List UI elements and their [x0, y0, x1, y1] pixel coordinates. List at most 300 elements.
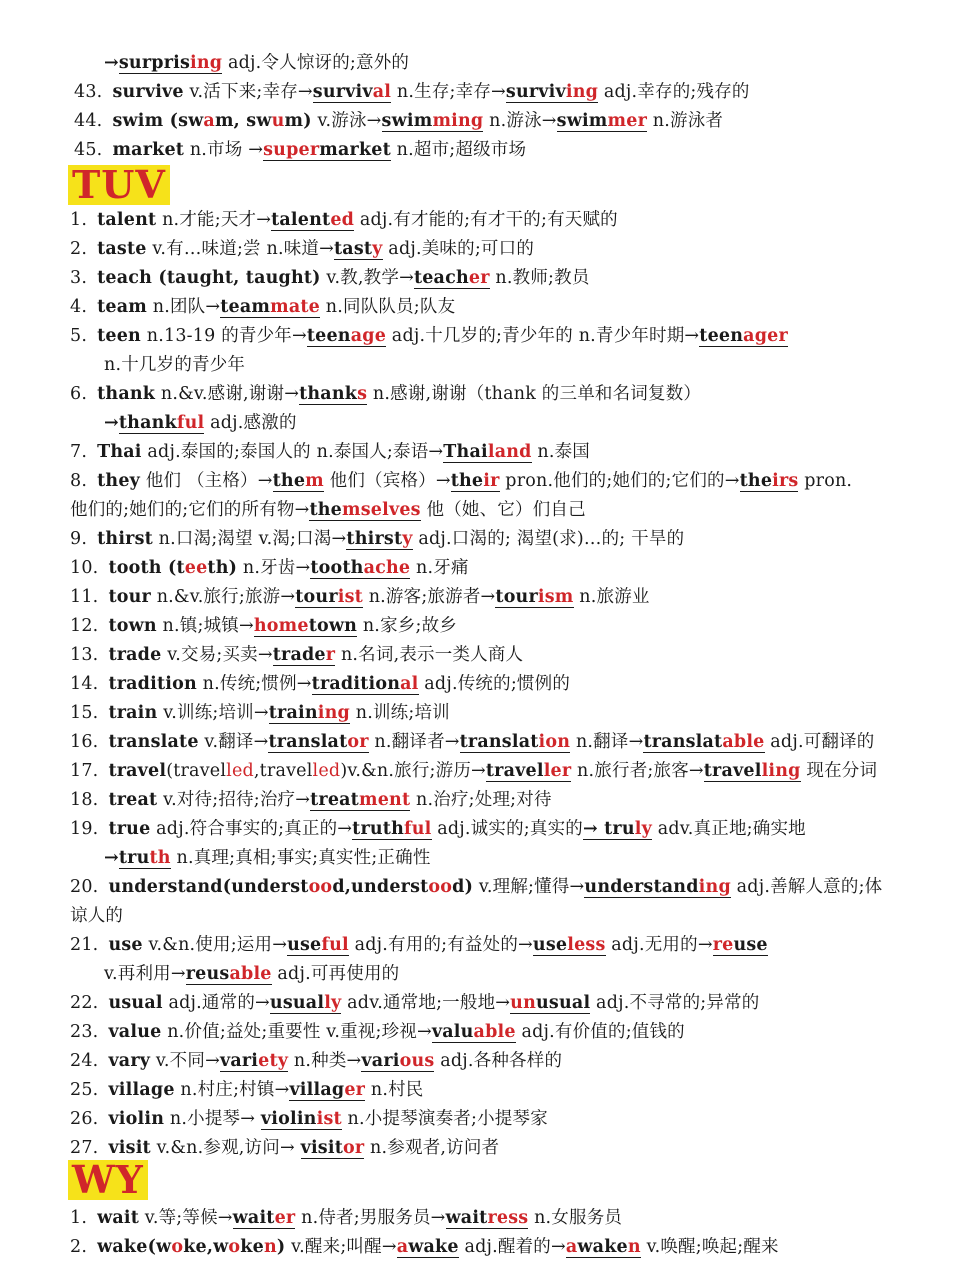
word-stem: surpris: [118, 53, 191, 73]
highlighted-suffix: or: [347, 732, 369, 752]
vocab-line: [70, 731, 875, 753]
entry-number: 44.: [74, 111, 103, 131]
derived-word: [382, 112, 484, 132]
derived-word: [446, 1209, 529, 1229]
definition-text: v.教,教学→: [320, 268, 414, 288]
definition-text: n.小提琴演奏者;小提琴家: [341, 1109, 548, 1129]
highlighted-suffix: er: [468, 268, 490, 288]
vocab-line: [104, 412, 297, 434]
headword: ee: [184, 558, 208, 578]
definition-text: )v.&n.旅行;游历→: [340, 761, 486, 781]
headword: taste: [97, 239, 147, 259]
definition-text: n.同队队员;队友: [320, 297, 456, 317]
entry-number: 3.: [70, 268, 88, 288]
vocab-line: [70, 1137, 499, 1159]
highlighted-suffix: mate: [270, 297, 320, 317]
vocab-line: [70, 1079, 424, 1101]
highlighted-suffix: y: [372, 239, 383, 259]
vocab-line: [70, 702, 450, 724]
definition-text: n.旅行者;旅客→: [571, 761, 704, 781]
headword: trade: [108, 645, 162, 665]
definition-text: v.等;等候→: [139, 1208, 233, 1228]
word-stem: travel: [485, 761, 544, 781]
word-stem: train: [268, 703, 318, 723]
headword: m, sw: [214, 111, 272, 131]
word-stem: market: [319, 140, 391, 160]
word-stem: wait: [445, 1208, 488, 1228]
definition-text: v.有…味道;尝 n.味道→: [146, 239, 334, 259]
word-stem: teen: [306, 326, 351, 346]
vocab-line: [70, 818, 806, 840]
derived-word: [313, 83, 391, 103]
definition-text: n.翻译者→: [368, 732, 460, 752]
vocab-line: [70, 267, 590, 289]
definition-text: n.参观者,访问者: [364, 1138, 500, 1158]
word-stem: thank: [118, 413, 177, 433]
headword: survive: [112, 82, 184, 102]
word-stem: translat: [643, 732, 723, 752]
headword: m): [284, 111, 312, 131]
headword: wake(w: [97, 1237, 172, 1257]
headword: tradition: [108, 674, 197, 694]
derived-word: [414, 269, 490, 289]
definition-text: n.&v.感谢,谢谢→: [155, 384, 300, 404]
definition-text: (travel: [166, 761, 227, 781]
highlighted-suffix: irs: [772, 471, 799, 491]
highlighted-suffix: age: [350, 326, 387, 346]
derived-word: [254, 617, 357, 637]
word-stem: usual: [536, 993, 591, 1013]
entry-number: 11.: [70, 587, 99, 607]
highlighted-suffix: ful: [404, 819, 432, 839]
vocab-line: [70, 528, 684, 550]
derived-word: [307, 327, 386, 347]
headword: (taught, taught): [152, 268, 321, 288]
entry-number: 5.: [70, 326, 88, 346]
definition-text: n.感谢,谢谢（thank 的三单和名词复数）: [367, 384, 702, 404]
headword: value: [108, 1022, 162, 1042]
highlighted-suffix: al: [400, 674, 419, 694]
headword: wait: [97, 1208, 140, 1228]
headword: translate: [108, 732, 199, 752]
word-stem: teach: [413, 268, 469, 288]
definition-text: adj.不寻常的;异常的: [590, 993, 760, 1013]
derived-word: [295, 588, 363, 608]
definition-text: adj.美味的;可口的: [382, 239, 535, 259]
word-stem: surviv: [312, 82, 373, 102]
definition-text: adj.善解人意的;体: [730, 877, 883, 897]
word-stem: use: [733, 935, 768, 955]
word-stem: tast: [334, 239, 373, 259]
definition-text: adj.通常的→: [162, 993, 270, 1013]
definition-text: adj.醒着的→: [458, 1237, 566, 1257]
headword: travel: [108, 761, 167, 781]
highlighted-suffix: a: [565, 1237, 578, 1257]
definition-text: n.翻译→: [570, 732, 644, 752]
definition-text: adj.各种各样的: [434, 1051, 563, 1071]
highlighted-suffix: home: [253, 616, 309, 636]
entry-number: 14.: [70, 674, 99, 694]
headword: o: [171, 1237, 184, 1257]
headword: vary: [108, 1051, 151, 1071]
definition-text: pron.: [798, 471, 853, 491]
definition-text: n.小提琴→: [164, 1109, 261, 1129]
headword: use: [108, 935, 143, 955]
headword: understand(underst: [108, 877, 309, 897]
derived-word: [271, 211, 354, 231]
headword: teach: [97, 268, 153, 288]
highlighted-suffix: ager: [743, 326, 788, 346]
definition-text: adv.真正地;确实地: [652, 819, 806, 839]
entry-number: 27.: [70, 1138, 99, 1158]
highlighted-suffix: ming: [432, 111, 484, 131]
definition-text: n.种类→: [288, 1051, 362, 1071]
vocab-line: [70, 238, 534, 260]
highlighted-suffix: ing: [190, 53, 223, 73]
word-stem: visit: [300, 1138, 343, 1158]
vocab-line: [70, 441, 590, 463]
word-stem: surviv: [505, 82, 566, 102]
headword: a: [203, 111, 215, 131]
word-stem: wake: [408, 1237, 459, 1257]
headword: d): [452, 877, 474, 897]
word-stem: treat: [310, 790, 359, 810]
highlighted-suffix: ful: [321, 935, 349, 955]
vocab-line: [74, 110, 723, 132]
definition-text: ,travel: [253, 761, 313, 781]
word-stem: wait: [232, 1208, 275, 1228]
headword: thank: [97, 384, 156, 404]
definition-text: n.牙齿→: [237, 558, 311, 578]
derived-word: [310, 791, 410, 811]
vocab-line: [70, 1236, 779, 1258]
derived-word: [119, 849, 171, 869]
vocab-line: [74, 81, 750, 103]
highlighted-suffix: ing: [565, 82, 599, 102]
entry-number: 20.: [70, 877, 99, 897]
entry-number: 8.: [70, 471, 88, 491]
headword: they: [97, 471, 141, 491]
definition-text: v.翻译→: [198, 732, 269, 752]
derived-word: [287, 936, 349, 956]
entry-number: 13.: [70, 645, 99, 665]
definition-text: n.传统;惯例→: [196, 674, 312, 694]
derived-word: [643, 733, 764, 753]
highlighted-suffix: ache: [363, 558, 411, 578]
derived-word: [346, 530, 412, 550]
definition-text: 现在分词: [800, 761, 878, 781]
vocab-line: [70, 934, 768, 956]
word-stem: tour: [495, 587, 538, 607]
highlighted-suffix: un: [510, 993, 536, 1013]
vocab-line: [104, 963, 399, 985]
word-stem: the: [309, 500, 343, 520]
entry-number: 21.: [70, 935, 99, 955]
definition-text: v.&n.使用;运用→: [142, 935, 288, 955]
definition-text: n.游泳→: [483, 111, 557, 131]
derived-word: [397, 1238, 459, 1258]
word-stem: swim: [556, 111, 608, 131]
definition-text: n.教师;教员: [489, 268, 590, 288]
definition-text: n.名词,表示一类人商人: [335, 645, 524, 665]
derived-word: [533, 936, 606, 956]
entry-number: 15.: [70, 703, 99, 723]
definition-text: n.游客;旅游者→: [362, 587, 496, 607]
definition-text: n.村民: [365, 1080, 424, 1100]
definition-text: adj.可翻译的: [764, 732, 875, 752]
derived-word: [268, 733, 368, 753]
definition-text: n.牙痛: [410, 558, 469, 578]
word-stem: tour: [295, 587, 338, 607]
definition-text: pron.他们的;她们的;它们的→: [499, 471, 740, 491]
word-stem: tru: [118, 848, 150, 868]
definition-text: v.唤醒;唤起;醒来: [640, 1237, 779, 1257]
section-label-tuv: TUV: [68, 165, 170, 205]
word-stem: swim: [381, 111, 433, 131]
definition-text: n.才能;天才→: [156, 210, 272, 230]
headword: village: [108, 1080, 175, 1100]
headword: team: [97, 297, 147, 317]
word-stem: valu: [431, 1022, 474, 1042]
highlighted-suffix: super: [263, 140, 320, 160]
entry-number: 25.: [70, 1080, 99, 1100]
vocab-line: [104, 52, 409, 74]
derived-word: [557, 112, 647, 132]
definition-text: n.旅游业: [573, 587, 650, 607]
highlighted-suffix: ist: [316, 1109, 342, 1129]
derived-word: [119, 414, 205, 434]
vocab-line: [70, 499, 586, 521]
highlighted-suffix: ress: [487, 1208, 529, 1228]
definition-text: v.不同→: [150, 1051, 220, 1071]
entry-number: 23.: [70, 1022, 99, 1042]
vocab-line: [70, 992, 759, 1014]
derived-word: [310, 559, 410, 579]
headword: oo: [308, 877, 333, 897]
word-stem: vari: [219, 1051, 259, 1071]
vocab-line: [70, 325, 788, 347]
definition-text: n.超市;超级市场: [390, 140, 527, 160]
entry-number: 2.: [70, 1237, 88, 1257]
arrow-icon: →: [104, 413, 119, 433]
definition-text: v.对待;招待;治疗→: [157, 790, 311, 810]
definition-text: adj.有用的;有益处的→: [348, 935, 533, 955]
entry-number: 12.: [70, 616, 99, 636]
derived-word: [220, 298, 320, 318]
entry-number: 17.: [70, 761, 99, 781]
entry-number: 18.: [70, 790, 99, 810]
headword: ke: [240, 1237, 264, 1257]
derived-word: [312, 675, 419, 695]
derived-word: [352, 820, 431, 840]
word-stem: thirst: [346, 529, 403, 549]
derived-word: [460, 733, 571, 753]
highlighted-suffix: s: [357, 384, 368, 404]
definition-text: n.价值;益处;重要性 v.重视;珍视→: [161, 1022, 432, 1042]
headword: th): [207, 558, 238, 578]
headword: ): [276, 1237, 286, 1257]
word-stem: wake: [577, 1237, 628, 1257]
arrow-icon: →: [104, 848, 119, 868]
vocab-line: [70, 296, 455, 318]
definition-text: n.口渴;渴望 v.渴;口渴→: [152, 529, 347, 549]
definition-text: n.训练;培训: [349, 703, 450, 723]
word-stem: talent: [271, 210, 331, 230]
definition-text: adj.泰国的;泰国人的 n.泰国人;泰语→: [141, 442, 444, 462]
word-stem: villag: [289, 1080, 345, 1100]
derived-word: [699, 327, 788, 347]
headword: oo: [428, 877, 453, 897]
highlighted-suffix: y: [402, 529, 413, 549]
derived-word: [273, 646, 335, 666]
definition-text: v.训练;培训→: [157, 703, 269, 723]
derived-word: [443, 443, 531, 463]
definition-text: n.十几岁的青少年: [104, 355, 246, 375]
derived-word: [510, 994, 590, 1014]
vocab-line: [74, 139, 526, 161]
highlighted-suffix: ous: [399, 1051, 435, 1071]
derived-word: [451, 472, 500, 492]
headword: train: [108, 703, 158, 723]
highlighted-suffix: ed: [330, 210, 355, 230]
definition-text: v.醒来;叫醒→: [285, 1237, 397, 1257]
definition-text: adj.传统的;惯例的: [418, 674, 571, 694]
word-stem: truth: [352, 819, 404, 839]
word-stem: use: [532, 935, 568, 955]
definition-text: n.治疗;处理;对待: [410, 790, 552, 810]
definition-text: v.&n.参观,访问→: [150, 1138, 301, 1158]
arrow-icon: →: [104, 53, 119, 73]
highlighted-suffix: less: [567, 935, 606, 955]
highlighted-suffix: able: [722, 732, 765, 752]
entry-number: 43.: [74, 82, 103, 102]
definition-text: 他们 （主格）→: [140, 471, 273, 491]
headword: ke,w: [183, 1237, 229, 1257]
entry-number: 2.: [70, 239, 88, 259]
entry-number: 1.: [70, 210, 88, 230]
highlighted-suffix: ment: [358, 790, 411, 810]
derived-word: [270, 994, 342, 1014]
headword: swim (sw: [112, 111, 204, 131]
word-stem: town: [308, 616, 358, 636]
word-stem: translat: [459, 732, 539, 752]
vocab-line: [70, 470, 852, 492]
derived-word: [506, 83, 598, 103]
highlighted-suffix: ety: [258, 1051, 289, 1071]
highlighted-suffix: er: [274, 1208, 296, 1228]
derived-word: [273, 472, 324, 492]
headword: visit: [108, 1138, 151, 1158]
definition-text: adj.十几岁的;青少年的 n.青少年时期→: [386, 326, 700, 346]
word-stem: the: [272, 471, 306, 491]
definition-text: n.女服务员: [528, 1208, 623, 1228]
headword: tour: [108, 587, 151, 607]
headword: true: [108, 819, 151, 839]
entry-number: 1.: [70, 1208, 88, 1228]
definition-text: adj.无用的→: [605, 935, 713, 955]
word-stem: usual: [269, 993, 325, 1013]
definition-text: n.生存;幸存→: [391, 82, 506, 102]
definition-text: 谅人的: [70, 906, 124, 926]
definition-text: adj.诚实的;真实的: [431, 819, 583, 839]
entry-number: 6.: [70, 384, 88, 404]
definition-text: n.游泳者: [647, 111, 724, 131]
derived-word: [495, 588, 573, 608]
headword: n: [263, 1237, 277, 1257]
derived-word: [263, 141, 391, 161]
word-stem: Thai: [443, 442, 488, 462]
vocab-line: [70, 789, 552, 811]
definition-text: adj.幸存的;残存的: [598, 82, 750, 102]
highlighted-suffix: n: [627, 1237, 641, 1257]
derived-word: [361, 1052, 434, 1072]
vocab-line: [70, 905, 123, 927]
word-stem: the: [450, 471, 484, 491]
entry-number: 10.: [70, 558, 99, 578]
headword: town: [108, 616, 157, 636]
definition-text: v.理解;懂得→: [473, 877, 585, 897]
word-stem: → tru: [582, 819, 635, 839]
word-stem: understand: [584, 877, 699, 897]
definition-text: led: [312, 761, 341, 781]
headword: talent: [97, 210, 157, 230]
definition-text: n.团队→: [146, 297, 221, 317]
headword: u: [271, 111, 285, 131]
entry-number: 22.: [70, 993, 99, 1013]
definition-text: n.泰国: [531, 442, 590, 462]
vocab-line: [70, 876, 882, 898]
derived-word: [566, 1238, 641, 1258]
highlighted-suffix: ler: [543, 761, 572, 781]
highlighted-suffix: re: [712, 935, 734, 955]
definition-text: 他们（宾格）→: [323, 471, 451, 491]
vocab-line: [70, 1207, 622, 1229]
word-stem: teen: [699, 326, 744, 346]
highlighted-suffix: ist: [337, 587, 363, 607]
vocab-line: [70, 383, 701, 405]
definition-text: n.村庄;村镇→: [174, 1080, 290, 1100]
definition-text: adj.有价值的;值钱的: [515, 1022, 685, 1042]
entry-number: 26.: [70, 1109, 99, 1129]
highlighted-suffix: r: [325, 645, 336, 665]
derived-word: [299, 385, 367, 405]
vocab-line: [70, 1021, 685, 1043]
entry-number: 16.: [70, 732, 99, 752]
highlighted-suffix: m: [305, 471, 324, 491]
highlighted-suffix: ir: [483, 471, 500, 491]
headword: o: [228, 1237, 241, 1257]
headword: market: [112, 140, 185, 160]
word-stem: tradition: [311, 674, 401, 694]
definition-text: n.侍者;男服务员→: [295, 1208, 446, 1228]
derived-word: [486, 762, 571, 782]
definition-text: adv.通常地;一般地→: [341, 993, 511, 1013]
headword: teen: [97, 326, 141, 346]
highlighted-suffix: ling: [761, 761, 801, 781]
derived-word: [261, 1110, 342, 1130]
derived-word: [220, 1052, 288, 1072]
derived-word: [713, 936, 768, 956]
definition-text: v.交易;买卖→: [161, 645, 273, 665]
definition-text: adj.口渴的; 渴望(求)…的; 干旱的: [412, 529, 685, 549]
vocab-line: [70, 586, 650, 608]
definition-text: n.真理;真相;事实;真实性;正确性: [170, 848, 431, 868]
entry-number: 45.: [74, 140, 103, 160]
headword: usual: [108, 993, 163, 1013]
highlighted-suffix: mselves: [342, 500, 421, 520]
highlighted-suffix: ism: [537, 587, 574, 607]
headword: treat: [108, 790, 158, 810]
